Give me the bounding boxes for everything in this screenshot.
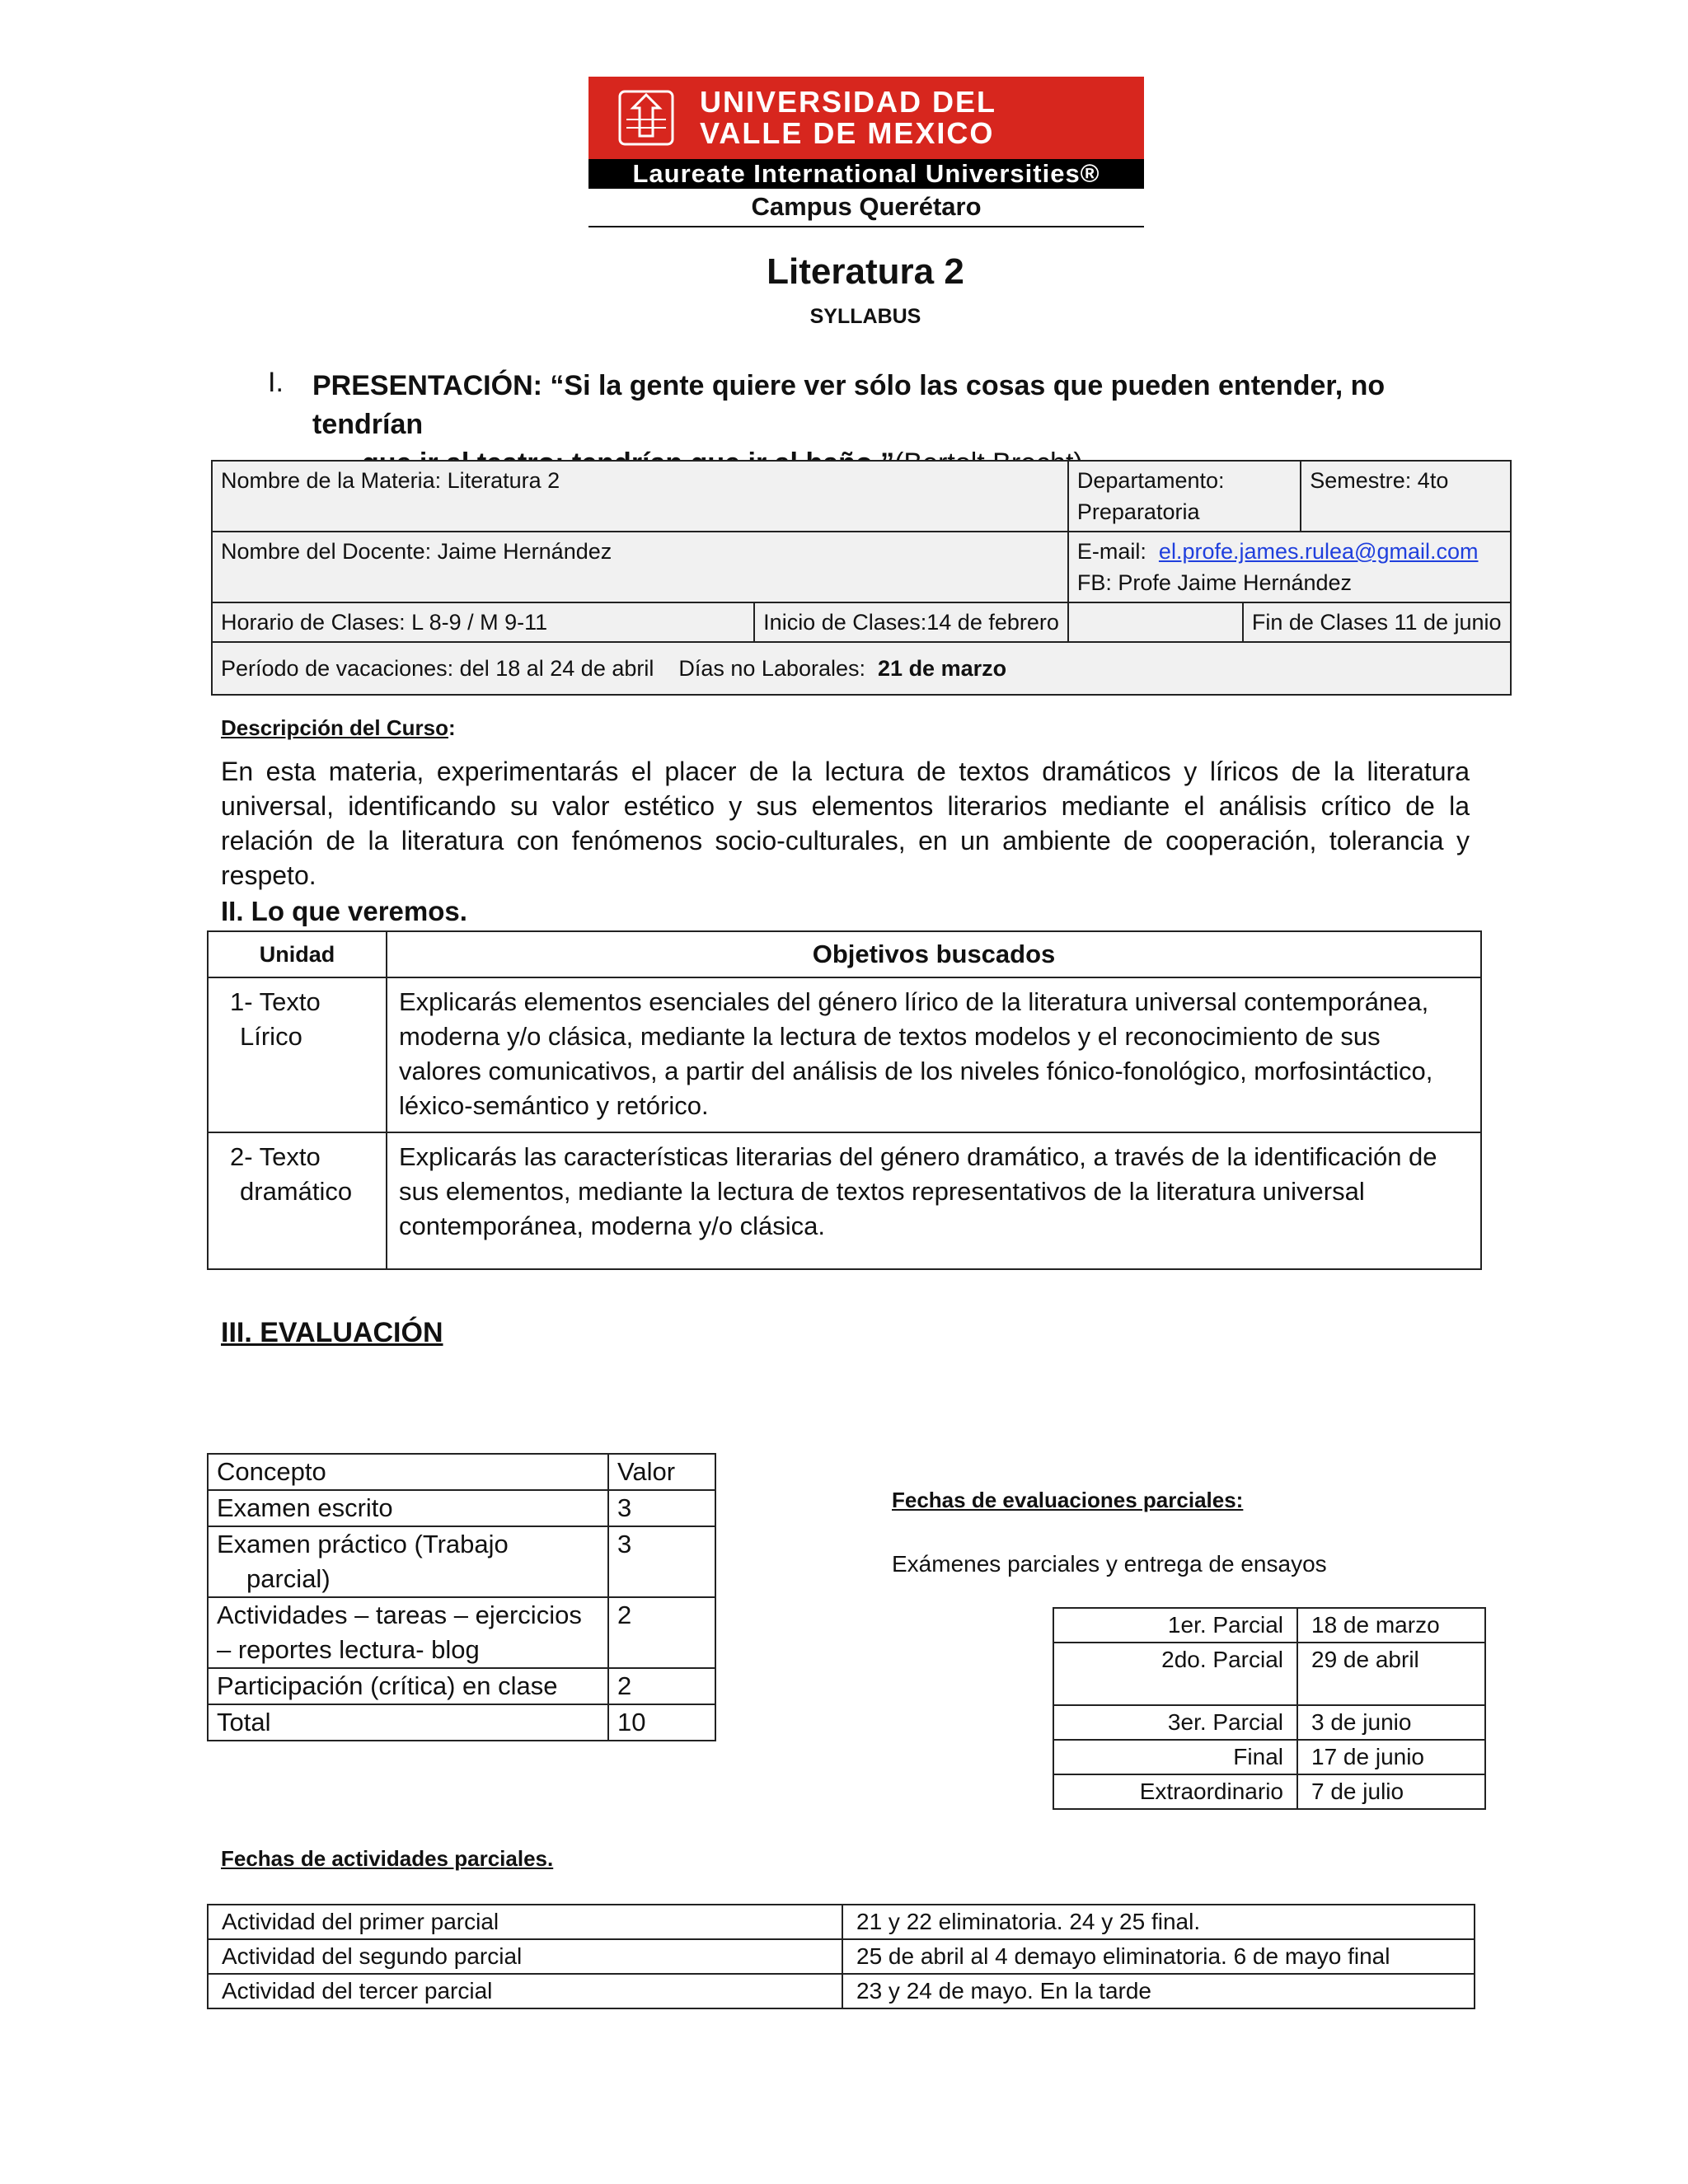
topics-heading: II. Lo que veremos.: [221, 896, 467, 926]
class-schedule: Horario de Clases: L 8-9 / M 9-11: [212, 602, 556, 642]
page-title: Literatura 2: [767, 251, 964, 292]
objectives-column-header: Objetivos buscados: [387, 931, 1481, 977]
value-cell: 3: [608, 1526, 715, 1597]
concept-header: Concepto: [208, 1454, 608, 1490]
exam-label: Extraordinario: [1053, 1774, 1297, 1809]
activity-date: 23 y 24 de mayo. En la tarde: [842, 1974, 1475, 2008]
activity-name: Actividad del segundo parcial: [208, 1939, 842, 1974]
evaluation-heading: III. EVALUACIÓN: [221, 1317, 443, 1348]
subject-name: Nombre de la Materia: Literatura 2: [212, 461, 1068, 532]
end-date-cell: [1068, 602, 1511, 642]
course-description-text: En esta materia, experimentarás el placer de la lectura de textos dramáticos y líricos de la literatura universal, identificando su valor estético y sus elementos literarios mediante el análisis crítico de la relación de la literatura con fenómenos socio-culturales, en un ambiente de cooperación, tolerancia y respeto.: [221, 757, 1470, 890]
exam-date: 18 de marzo: [1297, 1608, 1485, 1643]
department-cell: Departamento: Preparatoria: [1068, 461, 1301, 532]
concept-cell: Actividades – tareas – ejercicios – reportes lectura- blog: [208, 1597, 608, 1668]
quote-line-1: “Si la gente quiere ver sólo las cosas que pueden entender, no tendrían: [312, 370, 1386, 440]
units-table: [207, 930, 1482, 1270]
semester: Semestre: 4to: [1301, 461, 1510, 532]
email-link[interactable]: el.profe.james.rulea@gmail.com: [1158, 539, 1479, 564]
value-header: Valor: [608, 1454, 715, 1490]
presentation-label: PRESENTACIÓN:: [312, 370, 542, 401]
non-working-days: 21 de marzo: [878, 656, 1007, 681]
email-label: E-mail:: [1076, 539, 1146, 564]
start-date: Inicio de Clases:14 de febrero: [753, 603, 1067, 641]
activity-dates-table: [207, 1904, 1475, 2009]
exam-label: 3er. Parcial: [1053, 1705, 1297, 1740]
course-description-heading: Descripción del Curso:: [221, 715, 456, 740]
exam-label: 1er. Parcial: [1053, 1608, 1297, 1643]
objective-cell: Explicarás elementos esenciales del género lírico de la literatura universal contemporánea, moderna y/o clásica, mediante la lectura de textos modelos y el reconocimiento de sus valores comunicativos, a partir del análisis de los niveles fónico-fonológico, morfosintáctico, léxico-semántico y retórico.: [387, 977, 1481, 1132]
activity-dates-heading: Fechas de actividades parciales.: [221, 1846, 554, 1871]
exam-date: 7 de julio: [1297, 1774, 1485, 1809]
logo-university-name: UNIVERSIDAD DEL VALLE DE MEXICO: [700, 85, 997, 150]
page-subtitle: SYLLABUS: [809, 305, 921, 328]
value-cell: 2: [608, 1597, 715, 1668]
logo-campus: Campus Querétaro: [751, 192, 982, 221]
teacher-name: Nombre del Docente: Jaime Hernández: [212, 532, 1068, 602]
activity-name: Actividad del tercer parcial: [208, 1974, 842, 2008]
logo-banner: [588, 77, 1144, 159]
exam-label: 2do. Parcial: [1053, 1643, 1297, 1705]
concept-cell: Participación (crítica) en clase: [208, 1668, 608, 1704]
value-cell: 2: [608, 1668, 715, 1704]
value-cell: 3: [608, 1490, 715, 1526]
schedule-spacer: [556, 602, 1068, 642]
activity-date: 21 y 22 eliminatoria. 24 y 25 final.: [842, 1905, 1475, 1939]
holidays-row: [212, 642, 1511, 695]
logo-network: Laureate International Universities®: [588, 159, 1144, 189]
university-seal-icon: [617, 87, 676, 149]
concept-cell: Examen práctico (Trabajo parcial): [208, 1526, 608, 1597]
facebook-contact: FB: Profe Jaime Hernández: [1076, 570, 1353, 595]
activity-name: Actividad del primer parcial: [208, 1905, 842, 1939]
exam-date: 17 de junio: [1297, 1740, 1485, 1774]
end-date: Fin de Clases 11 de junio: [1242, 603, 1510, 641]
course-info-table: [211, 460, 1512, 696]
exam-date: 29 de abril: [1297, 1643, 1485, 1705]
unit-cell: 2- Texto dramático: [208, 1132, 387, 1269]
objective-cell: Explicarás las características literarias del género dramático, a través de la identificación de sus elementos, mediante la lectura de textos representativos de la literatura universal contemporánea, moderna y/o clásica.: [387, 1132, 1481, 1269]
unit-cell: 1- Texto Lírico: [208, 977, 387, 1132]
exam-dates-table: [1053, 1607, 1486, 1810]
non-working-label: Días no Laborales:: [678, 656, 866, 681]
evaluation-table: [207, 1453, 716, 1741]
vacation-period: Período de vacaciones: del 18 al 24 de abril: [221, 656, 654, 681]
exam-dates-heading: Fechas de evaluaciones parciales:: [892, 1488, 1244, 1512]
concept-cell: Examen escrito: [208, 1490, 608, 1526]
exam-date: 3 de junio: [1297, 1705, 1485, 1740]
university-logo: [588, 77, 1144, 229]
activity-date: 25 de abril al 4 demayo eliminatoria. 6 de mayo final: [842, 1939, 1475, 1974]
exam-dates-note: Exámenes parciales y entrega de ensayos: [892, 1551, 1327, 1577]
contact-cell: [1068, 532, 1511, 602]
total-value: 10: [608, 1704, 715, 1741]
section-number: I.: [268, 367, 284, 398]
total-label: Total: [208, 1704, 608, 1741]
logo-divider: [588, 226, 1144, 227]
exam-label: Final: [1053, 1740, 1297, 1774]
unit-column-header: Unidad: [208, 931, 387, 977]
